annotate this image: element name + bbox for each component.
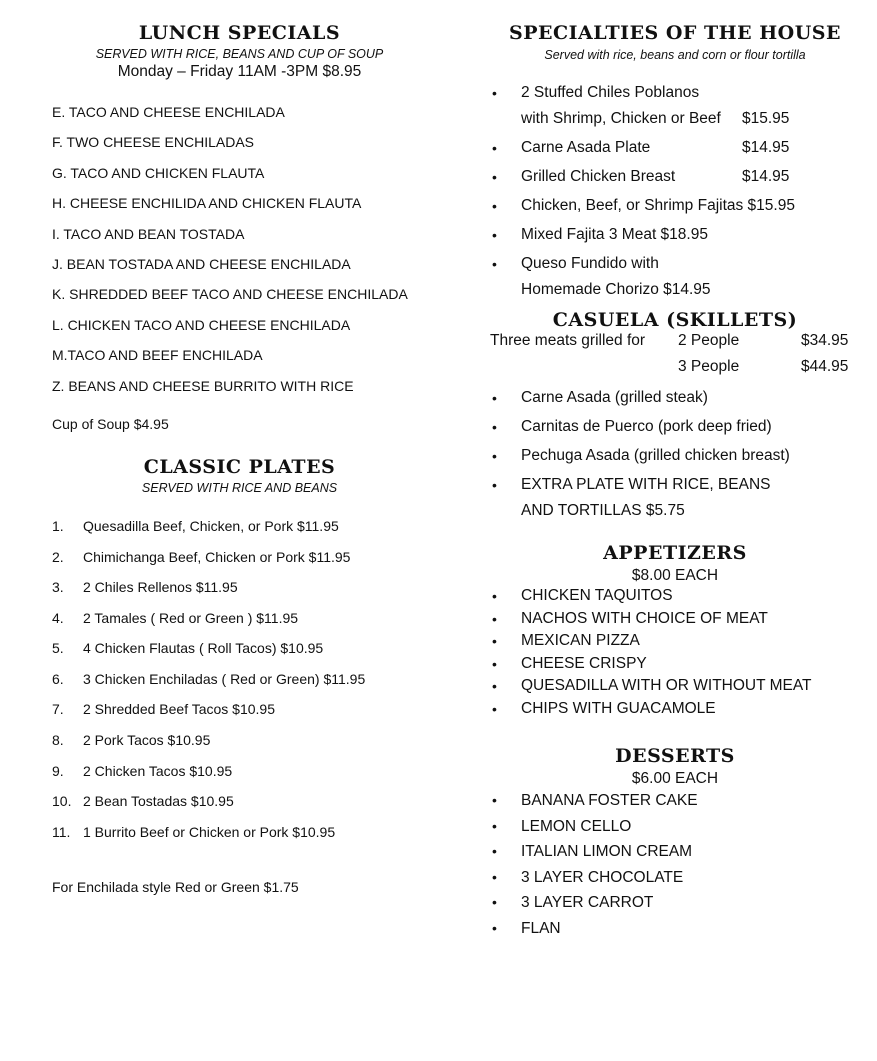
casuela-list [490,385,860,524]
casuela-item [490,443,860,469]
lunch-special-item: J. BEAN TOSTADA AND CHEESE ENCHILADA [52,255,351,272]
item-line: Pechuga Asada (grilled chicken breast) [521,447,790,464]
classic-plate-item [52,671,427,702]
lunch-special-item: M.TACO AND BEEF ENCHILADA [52,347,263,364]
specialty-item [490,193,860,219]
lunch-special-item: E. TACO AND CHEESE ENCHILADA [52,104,285,120]
bullet-icon: • [492,477,497,493]
classic-plates-subtitle: SERVED WITH RICE AND BEANS [141,480,338,495]
item-number: 5. [52,640,64,657]
bullet-icon: • [492,655,497,672]
item-number: 11. [52,823,71,840]
classic-plate-item [52,518,427,549]
bullet-icon: • [492,817,497,834]
bullet-icon: • [492,633,497,649]
appetizer-item [490,585,860,608]
specialty-item [490,135,860,161]
appetizer-item [490,630,860,653]
desserts-price: $6.00 EACH [631,770,719,787]
bullet-icon: • [492,419,497,435]
item-text: 4 Chicken Flautas ( Roll Tacos) $10.95 [83,640,324,657]
casuela-price-2: $34.95 [801,332,849,349]
lunch-special-item: H. CHEESE ENCHILIDA AND CHICKEN FLAUTA [52,195,362,212]
specialty-item [490,80,860,132]
lunch-special-item: K. SHREDDED BEEF TACO AND CHEESE ENCHILADA [52,286,408,303]
bullet-icon: • [492,610,497,627]
lunch-special-item: L. CHICKEN TACO AND CHEESE ENCHILADA [52,316,351,333]
bullet-icon: • [492,843,497,859]
item-line: Mixed Fajita 3 Meat $18.95 [521,226,708,243]
bullet-icon: • [492,588,497,604]
item-text: 2 Pork Tacos $10.95 [83,732,211,749]
item-text: FLAN [521,919,561,937]
item-line: Grilled Chicken Breast [521,168,676,185]
specialty-item [490,251,860,303]
classic-plate-item [52,640,427,671]
bullet-icon: • [492,678,497,694]
item-price: $14.95 [742,168,790,185]
bullet-icon: • [492,700,497,717]
item-text: MEXICAN PIZZA [521,632,640,649]
item-number: 4. [52,609,64,626]
bullet-icon: • [492,85,497,101]
item-number: 1. [52,517,64,534]
casuela-item [490,472,860,524]
item-text: 3 LAYER CARROT [521,894,654,911]
item-line: AND TORTILLAS $5.75 [521,502,685,519]
item-text: 2 Chiles Rellenos $11.95 [83,579,238,596]
classic-plates-list [52,518,427,855]
item-number: 6. [52,670,64,687]
classic-plate-item [52,732,427,763]
enchilada-style-note: For Enchilada style Red or Green $1.75 [52,879,299,896]
item-text: LEMON CELLO [521,817,632,835]
bullet-icon: • [492,868,497,885]
item-text: CHEESE CRISPY [521,654,647,672]
classic-plate-item [52,579,427,610]
casuela-item [490,385,860,411]
item-text: 2 Chicken Tacos $10.95 [83,762,233,779]
casuela-option-row [490,357,860,383]
item-text: NACHOS WITH CHOICE OF MEAT [521,609,768,627]
dessert-item [490,916,860,942]
bullet-icon: • [492,140,497,156]
dessert-item [490,865,860,891]
item-text: Quesadilla Beef, Chicken, or Pork $11.95 [83,517,339,534]
bullet-icon: • [492,919,497,936]
lunch-special-item: Z. BEANS AND CHEESE BURRITO WITH RICE [52,377,354,394]
bullet-icon: • [492,448,497,464]
item-number: 9. [52,762,64,779]
classic-plate-item [52,610,427,641]
specialty-item [490,164,860,190]
lunch-specials-subtitle: SERVED WITH RICE, BEANS AND CUP OF SOUP [95,47,384,61]
classic-plate-item [52,701,427,732]
dessert-item [490,890,860,916]
classic-plate-item [52,824,427,855]
bullet-icon: • [492,894,497,910]
item-price: $15.95 [742,110,790,127]
item-text: 3 Chicken Enchiladas ( Red or Green) $11.95 [83,670,366,687]
appetizers-list [490,585,860,720]
left-column [52,0,427,895]
lunch-special-item: G. TACO AND CHICKEN FLAUTA [52,164,265,181]
bullet-icon: • [492,169,497,185]
item-line: Homemade Chorizo $14.95 [521,281,711,298]
right-column [490,0,860,941]
casuela-price-3: $44.95 [801,358,849,375]
bullet-icon: • [492,256,497,272]
item-number: 8. [52,732,64,749]
item-number: 7. [52,701,64,718]
item-line: Queso Fundido with [521,255,659,272]
specialty-item [490,222,860,248]
appetizer-item [490,675,860,698]
casuela-people-3: 3 People [678,358,740,375]
casuela-intro: Three meats grilled for [490,332,646,349]
item-number: 10. [52,793,72,810]
cup-of-soup-note: Cup of Soup $4.95 [52,415,169,432]
lunch-specials-title: LUNCH SPECIALS [138,22,341,44]
desserts-title: DESSERTS [615,745,735,767]
item-line: EXTRA PLATE WITH RICE, BEANS [521,476,771,493]
classic-plates-title: CLASSIC PLATES [143,455,336,478]
dessert-item [490,839,860,865]
casuela-title: CASUELA (SKILLETS) [552,309,798,331]
bullet-icon: • [492,227,497,243]
casuela-item [490,414,860,440]
item-text: 3 LAYER CHOCOLATE [521,868,684,886]
appetizer-item [490,608,860,631]
item-text: 1 Burrito Beef or Chicken or Pork $10.95 [83,823,336,840]
item-text: CHIPS WITH GUACAMOLE [521,699,716,717]
item-text: ITALIAN LIMON CREAM [521,843,693,860]
casuela-people-2: 2 People [678,332,740,349]
appetizer-item [490,653,860,676]
classic-plate-item [52,793,427,824]
item-line: Carne Asada (grilled steak) [521,389,708,406]
item-line: 2 Stuffed Chiles Poblanos [521,84,700,101]
dessert-item [490,788,860,814]
item-line: Chicken, Beef, or Shrimp Fajitas $15.95 [521,197,795,214]
classic-plate-item [52,763,427,794]
specialties-list [490,80,860,303]
lunch-special-item: I. TACO AND BEAN TOSTADA [52,225,245,242]
item-text: 2 Tamales ( Red or Green ) $11.95 [83,609,299,626]
lunch-specials-hours: Monday – Friday 11AM -3PM $8.95 [117,63,362,80]
bullet-icon: • [492,792,497,808]
item-text: 2 Shredded Beef Tacos $10.95 [83,701,276,718]
lunch-special-item: F. TWO CHEESE ENCHILADAS [52,134,255,151]
item-text: QUESADILLA WITH OR WITHOUT MEAT [521,677,812,694]
classic-plate-item [52,549,427,580]
appetizer-item [490,698,860,721]
bullet-icon: • [492,198,497,214]
bullet-icon: • [492,390,497,406]
dessert-item [490,814,860,840]
item-number: 3. [52,579,64,596]
appetizers-price: $8.00 EACH [631,567,719,584]
item-line: Carnitas de Puerco (pork deep fried) [521,418,772,435]
specialties-subtitle: Served with rice, beans and corn or flour tortilla [544,48,806,62]
item-line: with Shrimp, Chicken or Beef [521,110,721,127]
specialties-title: SPECIALTIES OF THE HOUSE [508,22,841,44]
appetizers-title: APPETIZERS [603,542,747,564]
lunch-specials-list [52,104,427,408]
casuela-option-row [490,331,860,357]
item-text: CHICKEN TAQUITOS [521,587,673,604]
item-text: 2 Bean Tostadas $10.95 [83,793,234,810]
item-line: Carne Asada Plate [521,139,651,156]
item-text: Chimichanga Beef, Chicken or Pork $11.95 [83,548,351,565]
item-text: BANANA FOSTER CAKE [521,792,698,809]
item-number: 2. [52,548,64,565]
desserts-list [490,788,860,941]
item-price: $14.95 [742,139,790,156]
